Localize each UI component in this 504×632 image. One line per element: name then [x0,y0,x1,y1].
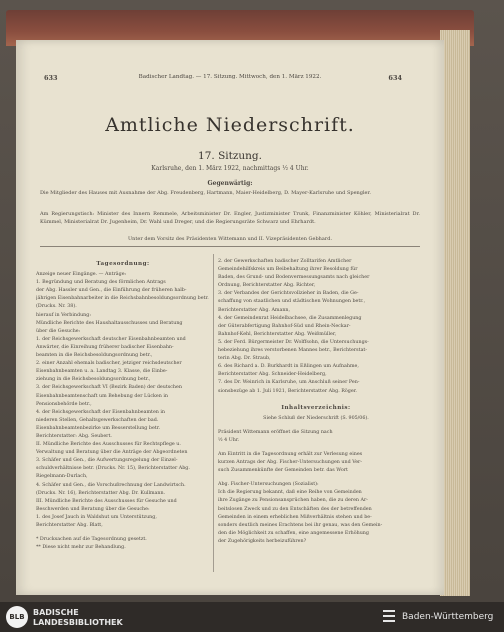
text-line: kurzen Antrags der Abg. Fischer-Untersuchungen und Ver- [218,460,362,466]
text-line: 3. Schäfer und Gen., die Aufwertungsregelung der Einzel- [36,458,178,464]
text-line: Mündliche Berichte des Haushaltausschusses und Beratung [36,320,183,326]
text-line: hebeziehung ihres verstorbenen Mannes betr., Berichterstat- [218,348,367,354]
page-edges [440,30,470,596]
text-line: (Drucks. Nr. 38). [36,304,77,310]
left-column [36,258,210,552]
session-heading: 17. Sitzung. [198,150,262,162]
text-line: 7. des Dr. Weinrich in Karlsruhe, um Anschluß seiner Pen- [218,380,360,386]
text-line: Am Eintritt in die Tagesordnung erhält zur Verlesung eines [218,451,363,457]
text-line: Anzeige neuer Eingänge. — Anträge: [36,272,127,278]
text-line: Anwärter, die Einreihung früherer badischer Eisenbahn- [36,344,174,350]
text-line: beamten in die Reichsbesoldungsordnung betr., [36,353,153,359]
text-line: 2. der Gewerkschaften badischer Zolltarifen Amtlicher [218,259,352,264]
present-text: Die Mitglieder des Hauses mit Ausnahme der Abg. Freudenberg, Hartmann, Maier-Heidelberg, D. Mayer-Karlsruhe und Spengler. [40,190,371,196]
blb-logo-icon[interactable]: BLB [6,606,28,628]
text-line: Abg. Fischer-Untersuchungen (Sozialist): [218,482,319,488]
text-line: Ich die Regierung bekannt, daß eine Reihe von Gemeinden [218,490,362,496]
text-line: (Drucks. Nr. 16), Berichterstatter Abg. Dr. Kullmann. [36,490,166,496]
running-header [16,74,444,86]
text-line: ziehung in die Reichsbesoldungsordnung betr., [36,377,151,383]
text-line: Berichterstatter Abg. Blatt, [36,523,103,528]
column-divider [213,254,214,572]
page-number-right: 634 [388,74,402,82]
agenda-heading: Tagesordnung: [96,261,150,267]
index-line: Siehe Schluß der Niederschrift (S. 905/06). [263,415,369,421]
text-line: schuldverhältnisse betr. (Drucks. Nr. 15), Berichterstatter Abg. [36,466,190,472]
right-column [218,258,414,546]
text-line: der Güterabfertigung Bahnhof-Süd und Rhein-Neckar- [218,323,351,329]
text-line: * Drucksachen auf die Tagesordnung gesetzt. [36,537,147,543]
text-line: 4. der Reichsgewerkschaft der Eisenbahnbeamten in [36,409,166,415]
petition-lines [218,258,414,396]
state-name[interactable]: Baden-Württemberg [402,612,494,622]
text-line: jährigen Eisenbahnarbeiter in die Reichsbahnbesoldungsordnung betr. [36,296,209,302]
text-line: Ordnung, Berichterstatter Abg. Richter, [218,283,316,289]
text-line: Riegelmann-Durlach, [36,474,88,480]
text-line: Gemeinden in einem erheblichen Mißverhältnis stehen und be- [218,514,372,520]
text-line: sonders deutlich meines Erachtens bei ihr genau, was den Gemein- [218,522,383,528]
index-heading: Inhaltsverzeichnis: [281,404,351,411]
text-line: ihre Zugänge zu Pensionsansprüchen haben, die zu deren Ar- [218,498,368,504]
text-line: Beschwerden und Beratung über die Gesuche: [36,506,150,512]
text-line: II. Mündliche Berichte des Ausschusses für Rechtspflege u. [36,442,181,448]
text-line: über die Gesuche: [36,328,81,334]
document-page [16,40,444,595]
text-line: such Zusammenkünfte der Gemeinden betr. das Wort [218,468,348,474]
text-line: 6. des Richard a. D. Burkhardt in Eßlingen um Aufnahme, [218,364,359,370]
text-line: schaffung von staatlichen und städtischen Wohnungen betr., [218,299,366,305]
text-line: 1. der Reichsgewerkschaft deutscher Eisenbahnbeamten und [36,336,186,342]
text-line: 1. des Josef Jauch in Waldshut um Unterstützung, [36,514,157,520]
running-title: Badischer Landtag. — 17. Sitzung. Mittwoch, den 1. März 1922. [138,74,322,80]
text-line: Baden, des Grund- und Bodenvermessungsamts nach gleicher [218,275,370,281]
text-line: den die Möglichkeit zu schaffen, eine angemessene Erhöhung [218,530,369,536]
text-line: der Zugehörigkeits herbeizuführen? [218,538,307,544]
footer-bar [0,602,504,632]
text-line: Pensionsbehörde betr., [36,401,92,407]
text-line: Eisenbahnbeamtenbezirke um Besserstellung betr. [36,425,161,431]
library-name[interactable]: BADISCHE LANDESBIBLIOTHEK [33,608,123,627]
text-line: sionsbezüge ab 1. Juli 1921, Berichterstatter Abg. Röger. [218,388,357,394]
page-number-left: 633 [44,74,58,82]
text-line: Bahnhof-Kehl, Berichterstatter Abg. Weißmüller, [218,331,337,337]
text-line: Eisenbahnbeamtenschaft um Behebung der Lücken in [36,393,169,399]
text-line: Eisenbahnbeamten u. a. Landtag 3. Klasse, die Einbe- [36,369,168,375]
text-line: niederen Stellen, Gehaltsgewerkschaften der bad. [36,417,159,423]
proceedings-lines [218,429,414,546]
text-line: beitslosen Zweck und zu den Entschäften des der betreffenden [218,506,372,512]
text-line: Berichterstatter Abg. Amann, [218,307,291,313]
chair-text: Unter dem Vorsitz des Präsidenten Wittemann und II. Vizepräsidenten Gebhard. [127,236,333,242]
text-line: Präsident Wittemann eröffnet die Sitzung nach [218,429,333,435]
text-line: hierauf in Verbindung: [36,312,91,318]
text-line: Gemeindehilfskreis um Beibehaltung ihrer Besoldung für [218,267,358,273]
text-line: ** Diese nicht mehr zur Behandlung. [36,545,126,551]
document-title: Amtliche Niederschrift. [105,114,355,136]
present-heading: Gegenwärtig: [207,180,253,187]
text-line: terin Abg. Dr. Straub, [218,356,271,362]
text-line: der Abg. Hassler und Gen., die Einführung der früheren halb- [36,288,187,294]
text-line: Berichterstatter Abg. Schneider-Heidelberg, [218,372,327,378]
baden-wuerttemberg-lion-icon[interactable] [382,608,396,624]
text-line: ½ 4 Uhr. [218,437,240,443]
text-line: Verwaltung und Beratung über die Anträge der Abgeordneten [36,450,188,456]
text-line: 5. der Ferd. Bürgermeister Dr. Wolffsohn, die Untersuchungs- [218,339,369,345]
text-line: 1. Begründung und Beratung des förmlichen Antrags [36,280,166,286]
text-line: Berichterstatter: Abg. Seubert. [36,433,112,439]
ministers-text: Am Regierungstisch: Minister des Innern Remmele, Arbeitsminister Dr. Engler, Justizminister Trunk, Finanzminister Köhler, Ministerialrat Dr. Kümmel, Ministerialrat Dr. Jugenheim, Dr. Wahl und Dreger, und die Regierungsräte Schwarz und Ehrhardt. [40,211,420,225]
section-rule [40,246,420,247]
text-line: 4. der Gemeindenrat Heidelbachsee, die Zusammenlegung [218,315,362,321]
dateline: Karlsruhe, den 1. März 1922, nachmittags ½ 4 Uhr. [151,165,309,172]
text-line: 3. der Reichsgewerkschaft VI (Bezirk Baden) der deutschen [36,385,182,391]
text-line: III. Mündliche Berichte des Ausschusses für Gesuche und [36,498,177,504]
agenda-lines [36,271,210,552]
text-line: 3. der Verbandes der Gerichtsvollzieher in Baden, die Ge- [218,291,359,297]
text-line: 4. Schäfer und Gen., die Vorschußrechnung der Landwirtsch. [36,482,186,488]
text-line: 2. einer Anzahl ehemals badischer, jetziger reichsdeutscher [36,361,182,367]
